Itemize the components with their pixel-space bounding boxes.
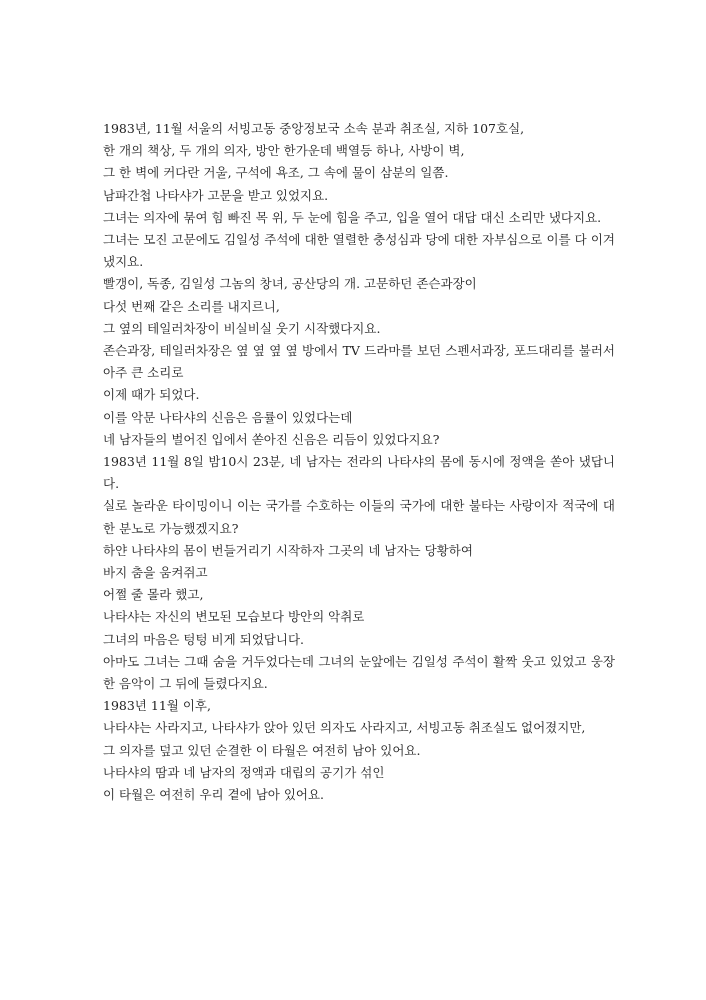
text-line: 나타샤는 사라지고, 나타샤가 앉아 있던 의자도 사라지고, 서빙고동 취조실도 없어졌지만, xyxy=(103,720,586,736)
text-line: 이제 때가 되었다. xyxy=(103,387,200,403)
text-line: 그 한 벽에 커다란 거울, 구석에 욕조, 그 속에 물이 삼분의 일쯤. xyxy=(103,165,449,181)
text-line: 1983년, 11월 서울의 서빙고동 중앙정보국 소속 분과 취조실, 지하 107호실, xyxy=(103,121,525,136)
text-line: 이 타월은 여전히 우리 곁에 남아 있어요. xyxy=(103,787,325,803)
text-line: 네 남자들의 벌어진 입에서 쏟아진 신음은 리듬이 있었다지요? xyxy=(103,431,440,447)
text-line: 어쩔 줄 몰라 했고, xyxy=(103,587,204,603)
text-line: 1983년 11월 8일 밤10시 23분, 네 남자는 전라의 나타샤의 몸에 동시에 정액을 쏟아 냈답니다. xyxy=(103,454,615,492)
text-line: 그 의자를 덮고 있던 순결한 이 타월은 여전히 남아 있어요. xyxy=(103,742,421,758)
text-line: 바지 춤을 움켜쥐고 xyxy=(103,565,208,581)
text-line: 그 옆의 테일러차장이 비실비실 웃기 시작했다지요. xyxy=(103,320,381,336)
text-line: 실로 놀라운 타이밍이니 이는 국가를 수호하는 이들의 국가에 대한 불타는 사랑이자 적국에 대한 분노로 가능했겠지요? xyxy=(103,498,615,536)
text-line: 한 개의 책상, 두 개의 의자, 방안 한가운데 백열등 하나, 사방이 벽, xyxy=(103,143,465,159)
text-line: 그녀는 의자에 묶여 힘 빠진 목 위, 두 눈에 힘을 주고, 입을 열어 대답 대신 소리만 냈다지요. xyxy=(103,209,602,225)
text-line: 나타샤는 자신의 변모된 모습보다 방안의 악취로 xyxy=(103,609,365,625)
text-line: 다섯 번째 같은 소리를 내지르니, xyxy=(103,298,280,314)
text-line: 존슨과장, 테일러차장은 옆 옆 옆 옆 방에서 TV 드라마를 보던 스펜서과장, 포드대리를 불러서 아주 큰 소리로 xyxy=(103,343,615,381)
text-line: 그녀의 마음은 텅텅 비게 되었답니다. xyxy=(103,631,304,647)
text-line: 빨갱이, 독종, 김일성 그놈의 창녀, 공산당의 개. 고문하던 존슨과장이 xyxy=(103,276,477,292)
text-line: 그녀는 모진 고문에도 김일성 주석에 대한 열렬한 충성심과 당에 대한 자부심으로 이를 다 이겨냈지요. xyxy=(103,232,615,270)
text-line: 남파간첩 나타샤가 고문을 받고 있었지요. xyxy=(103,187,329,203)
text-line: 이를 악문 나타샤의 신음은 음률이 있었다는데 xyxy=(103,409,353,425)
text-line: 아마도 그녀는 그때 숨을 거두었다는데 그녀의 눈앞에는 김일성 주석이 활짝 웃고 있었고 웅장한 음악이 그 뒤에 들렸다지요. xyxy=(103,653,615,692)
text-line: 나타샤의 땀과 네 남자의 정액과 대립의 공기가 섞인 xyxy=(103,764,385,780)
text-line: 하얀 나타샤의 몸이 번들거리기 시작하자 그곳의 네 남자는 당황하여 xyxy=(103,542,473,558)
text-line: 1983년 11월 이후, xyxy=(103,698,211,714)
document-body xyxy=(103,118,615,806)
